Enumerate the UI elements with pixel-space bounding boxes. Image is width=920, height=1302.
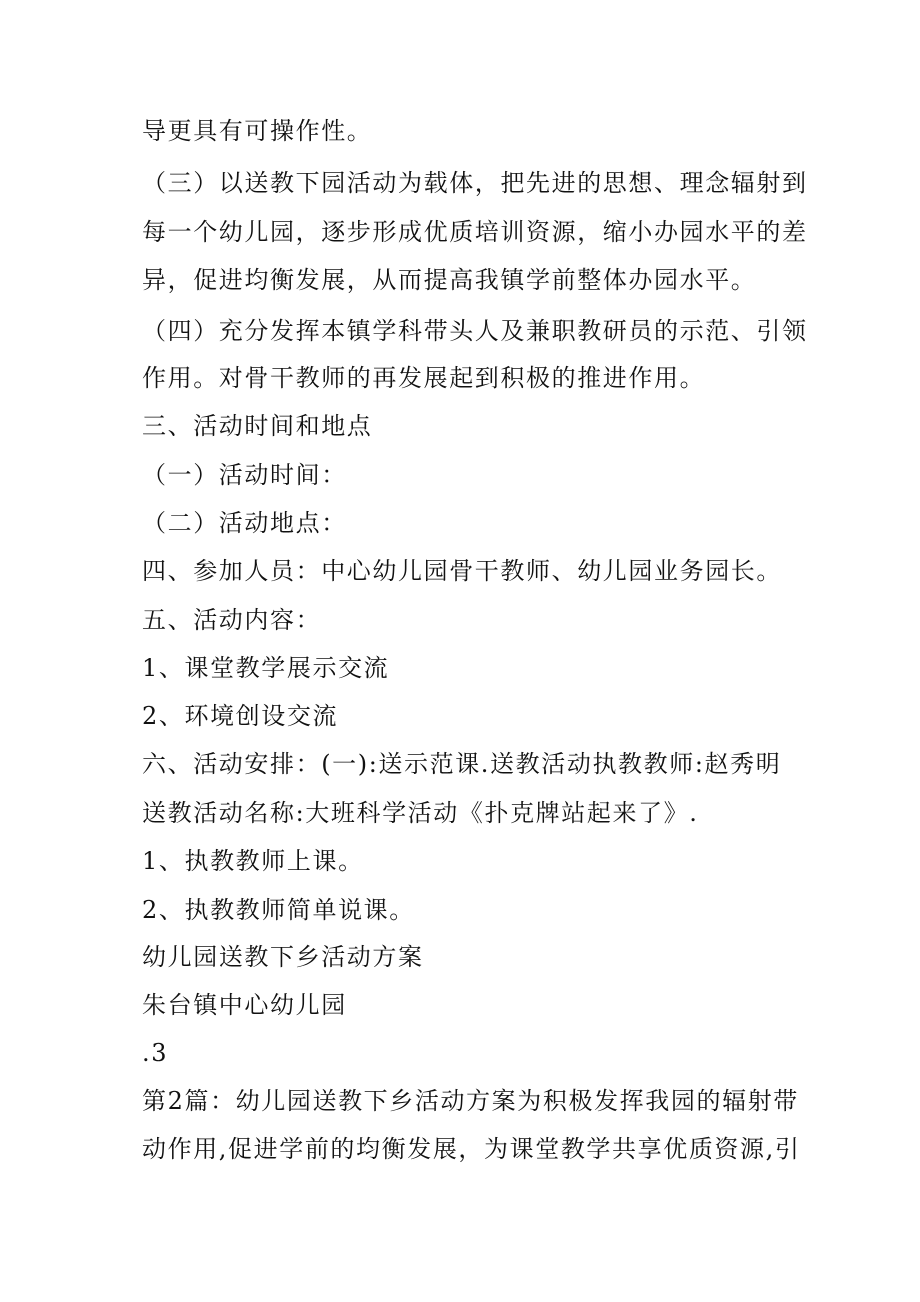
text-line: 送教活动名称:大班科学活动《扑克牌站起来了》. [142,799,699,827]
list-item: 1、执教教师上课。 [142,847,364,875]
organization-name: 朱台镇中心幼儿园 [142,991,347,1019]
text-line: 每一个幼儿园，逐步形成优质培训资源，缩小办园水平的差 [142,218,808,246]
text-line: 动作用,促进学前的均衡发展，为课堂教学共享优质资源,引 [142,1135,801,1163]
document-title: 幼儿园送教下乡活动方案 [142,943,424,971]
text-line: （四）充分发挥本镇学科带头人及兼职教研员的示范、引领 [142,317,808,345]
list-item: 2、执教教师简单说课。 [142,896,415,924]
text-line: （三）以送教下园活动为载体，把先进的思想、理念辐射到 [142,169,808,197]
list-item: 1、课堂教学展示交流 [142,654,390,682]
list-item: 2、环境创设交流 [142,702,339,730]
text-line: 异，促进均衡发展，从而提高我镇学前整体办园水平。 [142,266,757,294]
text-line: 第2篇：幼儿园送教下乡活动方案为积极发挥我园的辐射带 [142,1087,799,1115]
text-line: （一）活动时间： [142,461,347,489]
section-heading: 五、活动内容： [142,606,322,634]
section-heading: 六、活动安排：(一):送示范课.送教活动执教教师:赵秀明 [142,750,782,778]
page-marker: .3 [142,1039,169,1067]
section-heading: 四、参加人员：中心幼儿园骨干教师、幼儿园业务园长。 [142,557,782,585]
section-heading: 三、活动时间和地点 [142,412,373,440]
text-line: 作用。对骨干教师的再发展起到积极的推进作用。 [142,364,706,392]
text-line: （二）活动地点： [142,509,347,537]
text-line: 导更具有可操作性。 [142,117,373,145]
